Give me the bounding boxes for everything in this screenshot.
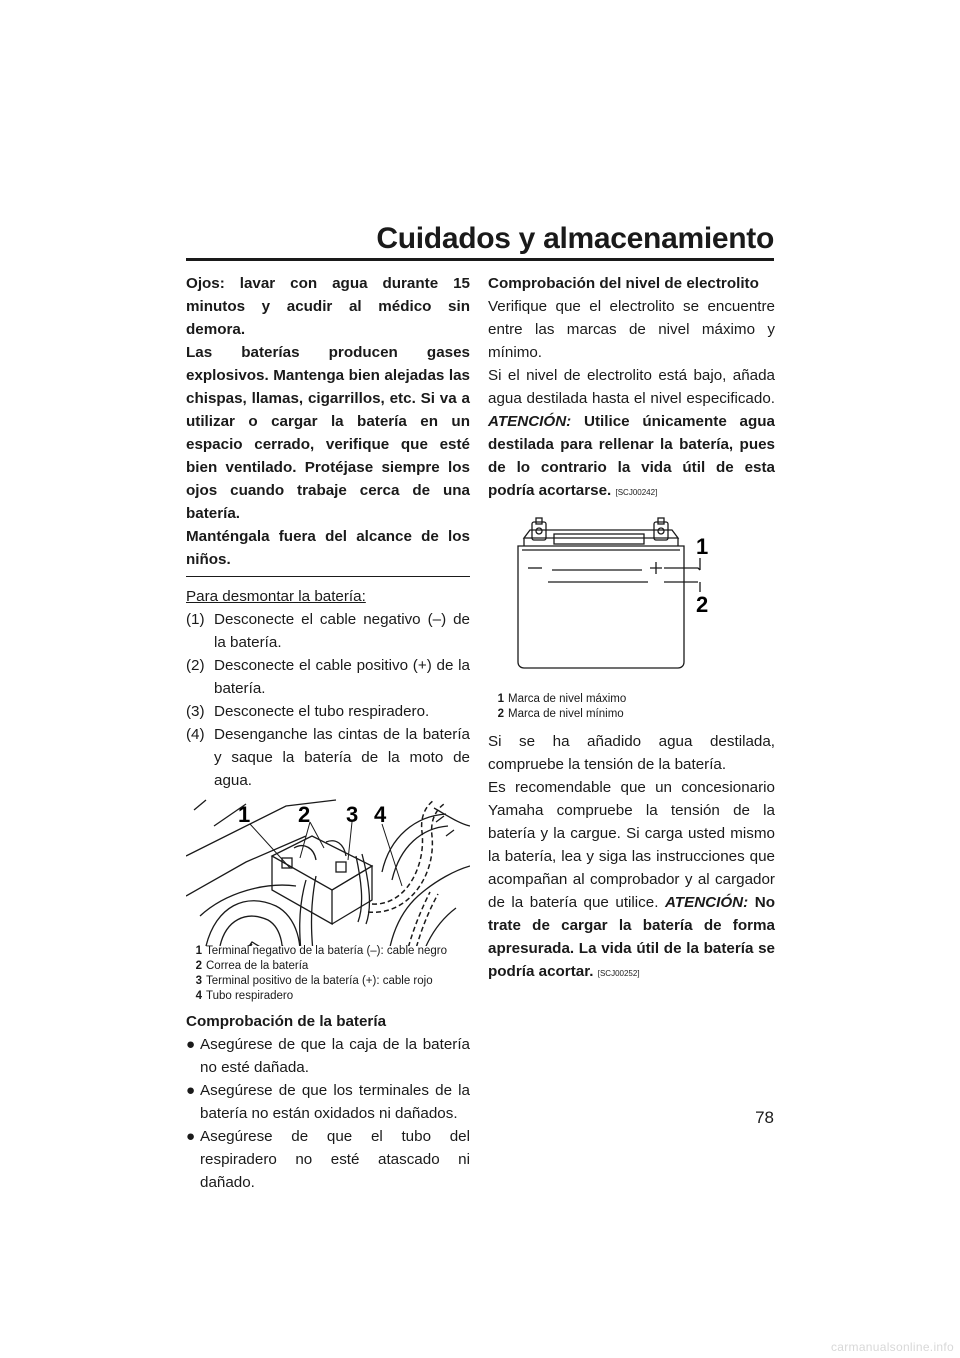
check-bullet: ● Asegúrese de que el tubo del respiradero no esté atascado ni dañado. — [186, 1125, 470, 1194]
caption-item — [488, 692, 775, 706]
check-bullet: ● Asegúrese de que la caja de la batería no esté dañada. — [186, 1033, 470, 1079]
code-reference: [SCJ00242] — [615, 488, 658, 497]
step-text: Desenganche las cintas de la batería y saque la batería de la moto de agua. — [214, 726, 470, 789]
electrolyte-p2 — [488, 364, 775, 504]
figure1-label-1: 1 — [238, 802, 251, 827]
caption-text: Tubo respiradero — [206, 990, 294, 1002]
after-attention-text: No trate de cargar la batería de forma apresurada. La vida útil de la batería se podría acortar. — [488, 894, 775, 980]
caption-number: 1 — [195, 945, 202, 957]
figure1-caption-list — [186, 944, 470, 1003]
figure2-label-2: 2 — [696, 592, 709, 617]
removal-step — [186, 608, 470, 654]
electrolyte-attention-text: Utilice únicamente agua destilada para rellenar la batería, pues de lo contrario la vida útil de esta podría acortarse. — [488, 413, 775, 499]
figure1-label-2: 2 — [298, 802, 311, 827]
step-number: (4) — [186, 726, 205, 743]
electrolyte-heading: Comprobación del nivel de electrolito — [488, 275, 759, 292]
removal-step — [186, 700, 470, 723]
bullet-text: Asegúrese de que los terminales de la batería no están oxidados ni dañados. — [200, 1082, 470, 1122]
caption-item — [186, 959, 470, 973]
warning-p2: Las baterías producen gases explosivos. Mantenga bien alejadas las chispas, llamas, cigarrillos, etc. Si va a utilizar o cargar la batería en un espacio cerrado, verifique que esté bien ventilado. Protéjase siempre los ojos cuando trabaje cerca de una batería. — [186, 344, 470, 522]
caption-number: 2 — [195, 960, 202, 972]
battery-level-figure — [488, 514, 775, 692]
caption-text: Marca de nivel mínimo — [508, 708, 624, 720]
check-heading: Comprobación de la batería — [186, 1013, 387, 1030]
figure2-label-1: 1 — [696, 534, 709, 559]
caption-item — [186, 974, 470, 988]
electrolyte-p2-text: Si el nivel de electrolito está bajo, añada agua destilada hasta el nivel especificado. — [488, 367, 775, 407]
after-p2 — [488, 776, 775, 985]
caption-item — [186, 989, 470, 1003]
caption-number: 1 — [497, 693, 504, 705]
step-number: (2) — [186, 657, 205, 674]
header-rule — [186, 258, 774, 261]
page-title: Cuidados y almacenamiento — [376, 222, 774, 255]
removal-step — [186, 723, 470, 792]
footer-watermark: carmanualsonline.info — [830, 1340, 954, 1354]
bullet-text: Asegúrese de que el tubo del respiradero no esté atascado ni dañado. — [200, 1128, 470, 1191]
step-number: (3) — [186, 703, 205, 720]
attention-label: ATENCIÓN: — [488, 413, 572, 430]
attention-label: ATENCIÓN: — [664, 894, 749, 911]
bullet-text: Asegúrese de que la caja de la batería no esté dañada. — [200, 1036, 470, 1076]
caption-item — [488, 707, 775, 721]
step-text: Desconecte el cable negativo (–) de la batería. — [214, 611, 470, 651]
step-text: Desconecte el cable positivo (+) de la batería. — [214, 657, 470, 697]
check-bullet: ● Asegúrese de que los terminales de la batería no están oxidados ni dañados. — [186, 1079, 470, 1125]
warning-end-rule — [186, 576, 470, 577]
warning-p1: Ojos: lavar con agua durante 15 minutos y acudir al médico sin demora. — [186, 275, 470, 338]
code-reference: [SCJ00252] — [597, 969, 640, 978]
figure2-caption-list — [488, 692, 775, 721]
figure1-label-4: 4 — [374, 802, 387, 827]
removal-heading: Para desmontar la batería: — [186, 588, 366, 605]
warning-p3: Manténgala fuera del alcance de los niños. — [186, 528, 470, 568]
removal-step — [186, 654, 470, 700]
after-p2-text: Es recomendable que un concesionario Yamaha compruebe la tensión de la batería y la cargue. Si carga usted mismo la batería, lea y siga las instrucciones que acompañan al comprobador y al cargador de la batería que utilice. — [488, 779, 775, 911]
caption-text: Correa de la batería — [206, 960, 309, 972]
caption-number: 2 — [497, 708, 504, 720]
warning-block — [186, 272, 470, 571]
page-number: 78 — [755, 1108, 774, 1127]
caption-text: Marca de nivel máximo — [508, 693, 627, 705]
left-column — [186, 272, 470, 1194]
caption-text: Terminal positivo de la batería (+): cable rojo — [206, 975, 433, 987]
battery-level-illustration — [488, 514, 775, 692]
figure1-label-3: 3 — [346, 802, 359, 827]
step-text: Desconecte el tubo respiradero. — [214, 703, 430, 720]
caption-item — [186, 944, 470, 958]
electrolyte-p1: Verifique que el electrolito se encuentre entre las marcas de nivel máximo y mínimo. — [488, 298, 775, 361]
caption-number: 3 — [195, 975, 202, 987]
caption-number: 4 — [195, 990, 202, 1002]
step-number: (1) — [186, 611, 205, 628]
after-p1: Si se ha añadido agua destilada, compruebe la tensión de la batería. — [488, 733, 775, 773]
right-column — [488, 272, 775, 985]
caption-text: Terminal negativo de la batería (–): cable negro — [206, 945, 448, 957]
